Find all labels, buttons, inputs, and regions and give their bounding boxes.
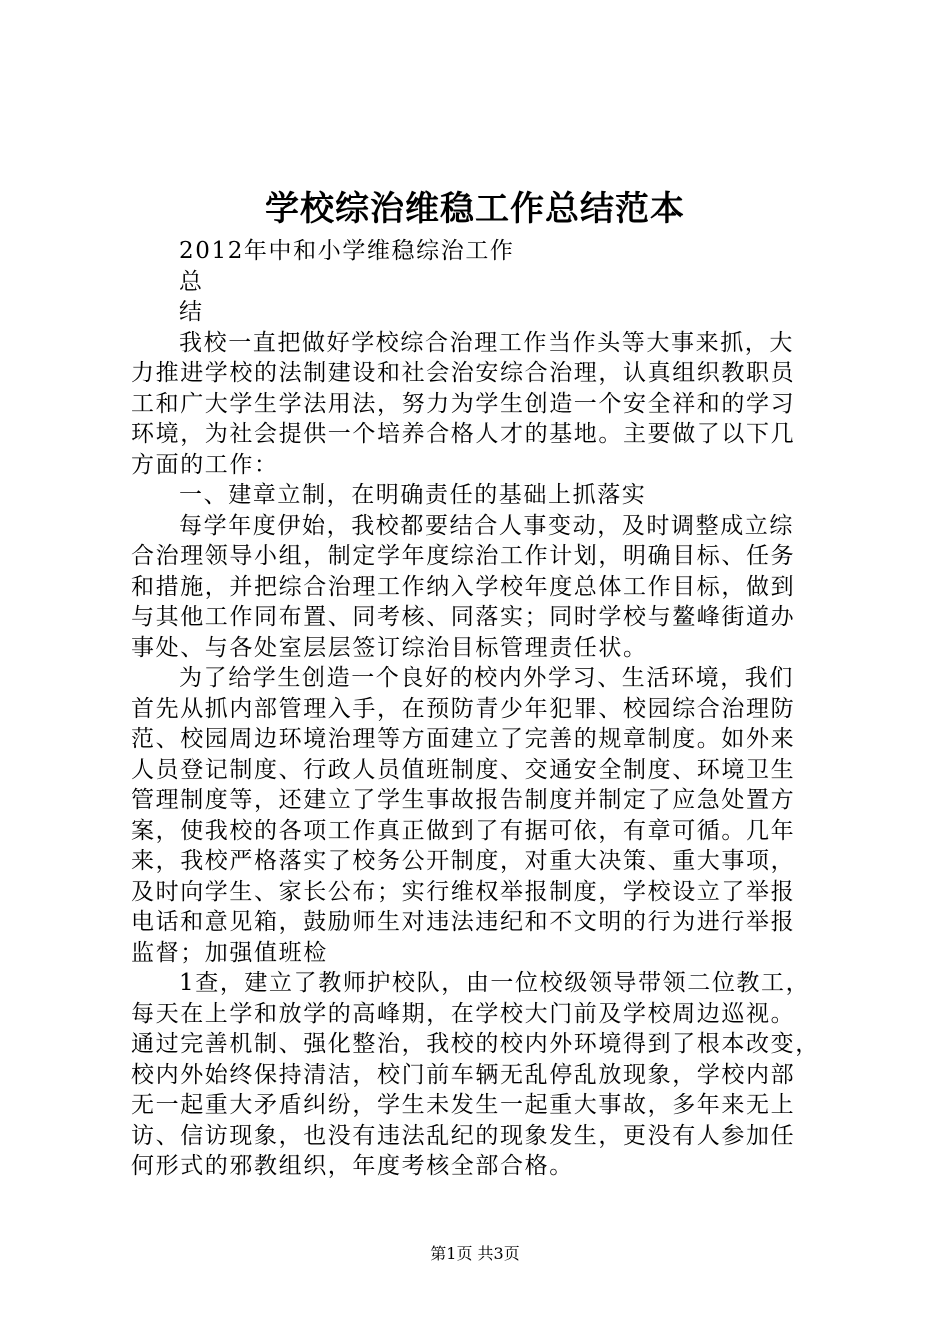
body-line: 管理制度等，还建立了学生事故报告制度并制定了应急处置方 [131, 787, 796, 813]
body-line: 每天在上学和放学的高峰期，在学校大门前及学校周边巡视。 [131, 1000, 796, 1027]
body-line: 校内外始终保持清洁，校门前车辆无乱停乱放现象，学校内部 [131, 1061, 796, 1088]
body-line: 一、建章立制，在明确责任的基础上抓落实 [179, 482, 647, 508]
body-line: 事处、与各处室层层签订综治目标管理责任状。 [131, 634, 648, 661]
body-line: 每学年度伊始，我校都要结合人事变动，及时调整成立综 [179, 512, 794, 539]
body-line: 案，使我校的各项工作真正做到了有据可依，有章可循。几年 [131, 817, 796, 844]
body-line: 方面的工作： [131, 451, 279, 478]
body-line: 访、信访现象，也没有违法乱纪的现象发生，更没有人参加任 [131, 1122, 796, 1149]
document-title: 学校综治维稳工作总结范本 [265, 189, 685, 229]
body-line: 无一起重大矛盾纠纷，学生未发生一起重大事故，多年来无上 [131, 1092, 796, 1118]
document-body [131, 236, 831, 1182]
body-line: 结 [179, 299, 204, 325]
body-line: 及时向学生、家长公布；实行维权举报制度，学校设立了举报 [131, 878, 796, 905]
body-line: 首先从抓内部管理入手，在预防青少年犯罪、校园综合治理防 [131, 695, 796, 722]
body-line: 和措施，并把综合治理工作纳入学校年度总体工作目标，做到 [131, 573, 796, 600]
body-line: 人员登记制度、行政人员值班制度、交通安全制度、环境卫生 [131, 756, 796, 783]
body-line: 工和广大学生学法用法，努力为学生创造一个安全祥和的学习 [131, 390, 796, 417]
body-line: 何形式的邪教组织，年度考核全部合格。 [131, 1153, 574, 1179]
body-line: 为了给学生创造一个良好的校内外学习、生活环境，我们 [179, 665, 794, 691]
body-line: 1查，建立了教师护校队，由一位校级领导带领二位教工， [179, 970, 811, 996]
body-line: 监督；加强值班检 [131, 939, 328, 966]
body-line: 总 [179, 268, 204, 295]
body-line: 力推进学校的法制建设和社会治安综合治理，认真组织教职员 [131, 360, 796, 386]
body-line: 范、校园周边环境治理等方面建立了完善的规章制度。如外来 [131, 726, 796, 752]
body-line: 我校一直把做好学校综合治理工作当作头等大事来抓，大 [179, 329, 794, 356]
body-line: 电话和意见箱，鼓励师生对违法违纪和不文明的行为进行举报 [131, 909, 796, 935]
page-footer: 第1页 共3页 [430, 1244, 520, 1263]
body-line: 与其他工作同布置、同考核、同落实；同时学校与鳌峰街道办 [131, 604, 796, 630]
body-line: 通过完善机制、强化整治，我校的校内外环境得到了根本改变， [131, 1031, 820, 1057]
body-line: 合治理领导小组，制定学年度综治工作计划，明确目标、任务 [131, 543, 796, 569]
body-line: 2012年中和小学维稳综治工作 [179, 238, 515, 264]
body-line: 环境，为社会提供一个培养合格人才的基地。主要做了以下几 [131, 421, 796, 447]
body-line: 来，我校严格落实了校务公开制度，对重大决策、重大事项， [131, 848, 796, 874]
